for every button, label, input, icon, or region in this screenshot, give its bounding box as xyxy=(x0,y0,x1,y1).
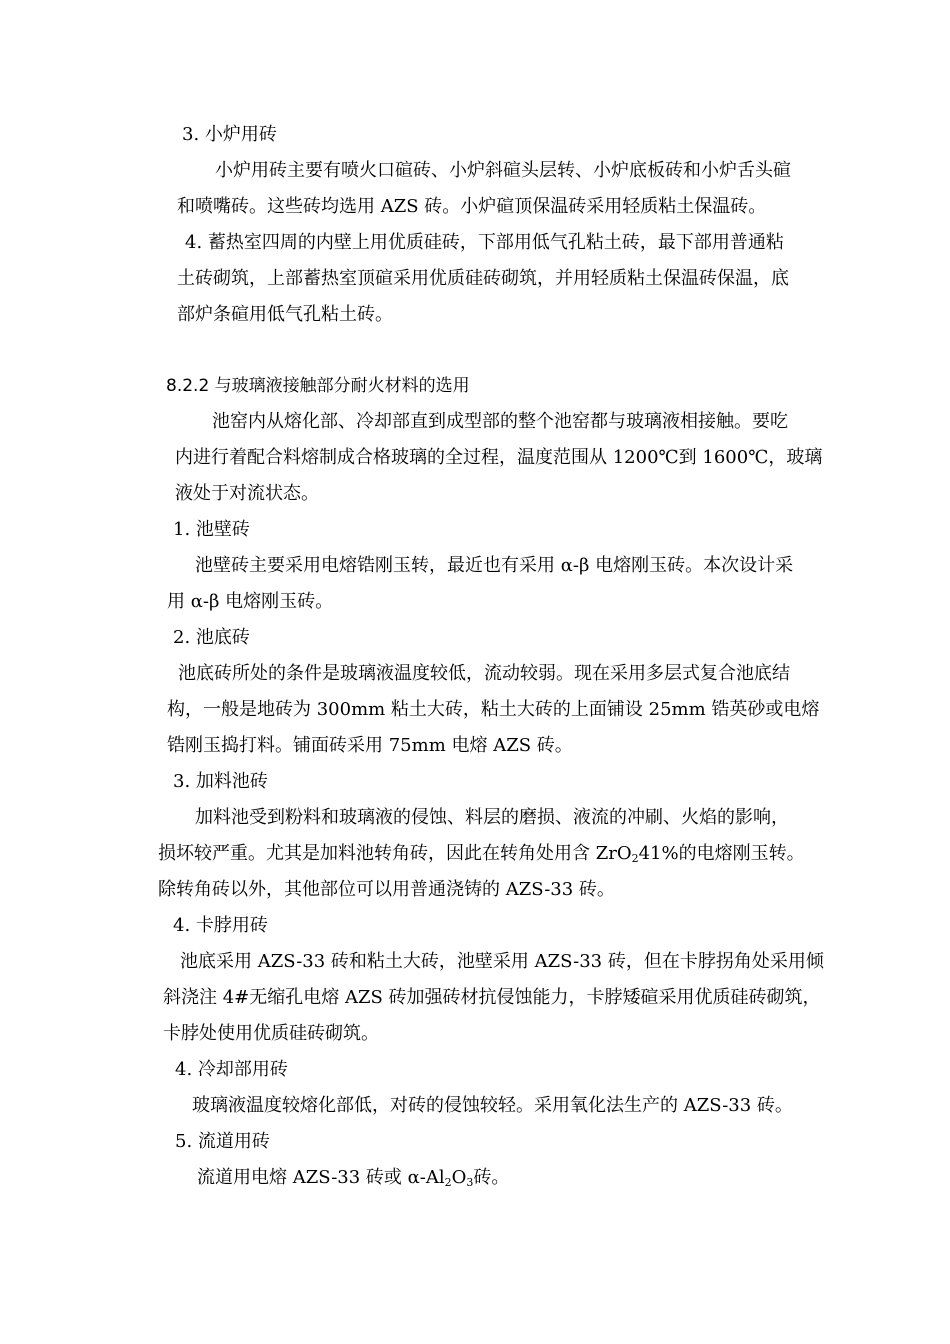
paragraph-line: 除转角砖以外，其他部位可以用普通浇铸的 AZS-33 砖。 xyxy=(158,879,615,900)
paragraph-line: 流道用电熔 AZS-33 砖或 $\alpha-Al_2O_3$砖。 xyxy=(197,1167,510,1189)
paragraph-line: 构，一般是地砖为 300mm 粘土大砖，粘土大砖的上面铺设 25mm 锆英砂或电熔 xyxy=(167,699,820,720)
paragraph-line: 玻璃液温度较熔化部低，对砖的侵蚀较轻。采用氧化法生产的 AZS-33 砖。 xyxy=(192,1095,793,1116)
paragraph-line: 池窑内从熔化部、冷却部直到成型部的整个池窑都与玻璃液相接触。要吃 xyxy=(212,411,788,432)
paragraph-line: 内进行着配合料熔制成合格玻璃的全过程，温度范围从 1200℃到 1600℃，玻璃 xyxy=(175,447,823,468)
paragraph-line: 土砖砌筑，上部蓄热室顶碹采用优质硅砖砌筑，并用轻质粘土保温砖保温，底 xyxy=(177,268,789,289)
subsection-title: 4. 冷却部用砖 xyxy=(175,1059,288,1080)
subsection-title: 1. 池壁砖 xyxy=(173,519,250,540)
subsection-title: 3. 加料池砖 xyxy=(173,771,268,792)
subsection-title: 5. 流道用砖 xyxy=(175,1131,270,1152)
paragraph-line: 4. 蓄热室四周的内壁上用优质硅砖，下部用低气孔粘土砖，最下部用普通粘 xyxy=(185,232,784,253)
subsection-title: 4. 卡脖用砖 xyxy=(173,915,268,936)
paragraph-line: 卡脖处使用优质硅砖砌筑。 xyxy=(163,1023,379,1044)
paragraph-line: 小炉用砖主要有喷火口碹砖、小炉斜碹头层转、小炉底板砖和小炉舌头碹 xyxy=(215,160,791,181)
paragraph-line: 斜浇注 4#无缩孔电熔 AZS 砖加强砖材抗侵蚀能力，卡脖矮碹采用优质硅砖砌筑， xyxy=(163,987,821,1008)
section-3-title: 3. 小炉用砖 xyxy=(182,124,277,145)
paragraph-line: 锆刚玉捣打料。铺面砖采用 75mm 电熔 AZS 砖。 xyxy=(167,735,573,756)
paragraph-line: 池底砖所处的条件是玻璃液温度较低，流动较弱。现在采用多层式复合池底结 xyxy=(178,663,790,684)
paragraph-line: 加料池受到粉料和玻璃液的侵蚀、料层的磨损、液流的冲刷、火焰的影响， xyxy=(195,807,789,828)
paragraph-line: 部炉条碹用低气孔粘土砖。 xyxy=(177,304,393,325)
paragraph-line: 液处于对流状态。 xyxy=(175,483,319,504)
paragraph-line: 池底采用 AZS-33 砖和粘土大砖，池壁采用 AZS-33 砖，但在卡脖拐角处采用倾 xyxy=(180,951,824,972)
paragraph-line: 和喷嘴砖。这些砖均选用 AZS 砖。小炉碹顶保温砖采用轻质粘土保温砖。 xyxy=(177,196,767,217)
paragraph-line: 池壁砖主要采用电熔锆刚玉转，最近也有采用 α-β 电熔刚玉砖。本次设计采 xyxy=(195,555,794,576)
paragraph-line: 损坏较严重。尤其是加料池转角砖，因此在转角处用含 ZrO$_2$41%的电熔刚玉转。 xyxy=(158,843,805,865)
section-heading-8-2-2: 8.2.2 与玻璃液接触部分耐火材料的选用 xyxy=(166,376,470,396)
subsection-title: 2. 池底砖 xyxy=(173,627,250,648)
paragraph-line: 用 α-β 电熔刚玉砖。 xyxy=(167,591,334,612)
